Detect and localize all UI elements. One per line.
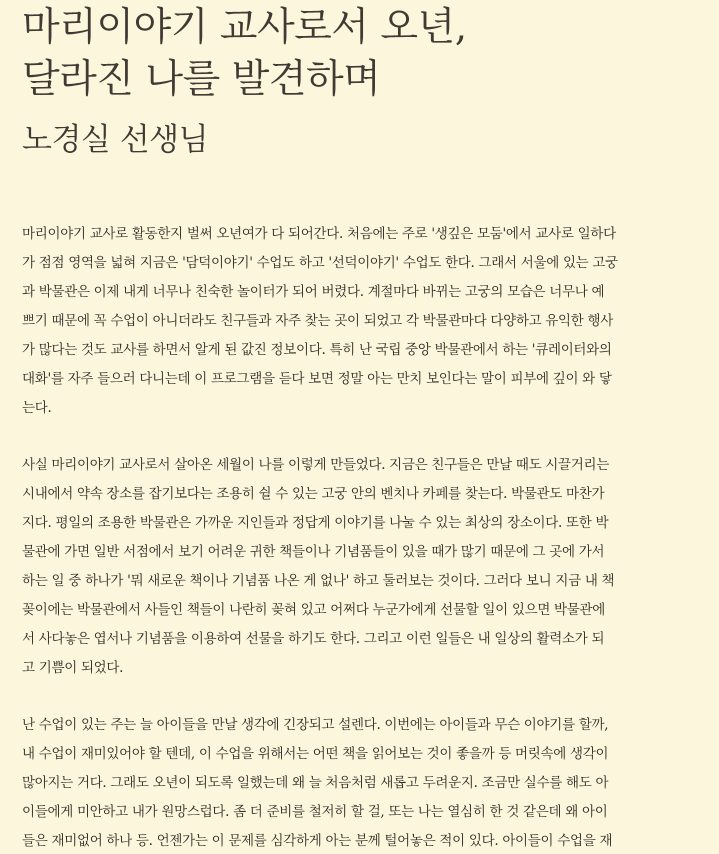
paragraph-line: 마리이야기 교사로 활동한지 벌써 오년여가 다 되어간다. 처음에는 주로 '생깊은 모둠'에서 교사로 일하다 xyxy=(22,226,616,242)
paragraph-line: 가 많다는 것도 교사를 하면서 알게 된 값진 정보이다. 특히 난 국립 중앙 박물관에서 하는 '큐레이터와의 xyxy=(22,342,612,358)
paragraph-line: 물관에 가면 일반 서점에서 보기 어려운 귀한 책들이나 기념품들이 있을 때가 많기 때문에 그 곳에 가서 xyxy=(22,544,605,560)
paragraph xyxy=(22,451,700,683)
paragraph-line: 고 기쁨이 되었다. xyxy=(22,660,124,676)
paragraph-line: 하는 일 중 하나가 '뭐 새로운 책이나 기념품 나온 게 없나' 하고 둘러보는 것이다. 그러다 보니 지금 내 책 xyxy=(22,573,615,589)
article-title xyxy=(22,2,702,106)
paragraph xyxy=(22,220,700,423)
article-title-line: 마리이야기 교사로서 오년, xyxy=(22,5,467,50)
paragraph-line: 는다. xyxy=(22,400,52,416)
article-title-line: 달라진 나를 발견하며 xyxy=(22,57,381,102)
paragraph-line: 내 수업이 재미있어야 할 텐데, 이 수업을 위해서는 어떤 책을 읽어보는 것이 좋을까 등 머릿속에 생각이 xyxy=(22,746,609,762)
paragraph-line: 사실 마리이야기 교사로서 살아온 세월이 나를 이렇게 만들었다. 지금은 친구들은 만날 때도 시끌거리는 xyxy=(22,457,610,473)
paragraph-line: 많아지는 거다. 그래도 오년이 되도록 일했는데 왜 늘 처음처럼 새롭고 두려운지. 조금만 실수를 해도 아 xyxy=(22,775,609,791)
paragraph xyxy=(22,711,700,854)
paragraph-line: 지다. 평일의 조용한 박물관은 가까운 지인들과 정답게 이야기를 나눌 수 있는 최상의 장소이다. 또한 박 xyxy=(22,515,609,531)
article-body xyxy=(22,220,700,854)
paragraph-line: 대화'를 자주 들으러 다니는데 이 프로그램을 듣다 보면 정말 아는 만치 보인다는 말이 피부에 깊이 와 닿 xyxy=(22,371,612,387)
article-author: 노경실 선생님 xyxy=(22,122,209,158)
paragraph-line: 들은 재미없어 하나 등. 언젠가는 이 문제를 심각하게 아는 분께 털어놓은 적이 있다. 아이들이 수업을 재 xyxy=(22,833,613,849)
paragraph-line: 서 사다놓은 엽서나 기념품을 이용하여 선물을 하기도 한다. 그리고 이런 일들은 내 일상의 활력소가 되 xyxy=(22,631,605,647)
paragraph-line: 이들에게 미안하고 내가 원망스럽다. 좀 더 준비를 철저히 할 걸, 또는 나는 열심히 한 것 같은데 왜 아이 xyxy=(22,804,608,820)
paragraph-line: 쁘기 때문에 꼭 수업이 아니더라도 친구들과 자주 찾는 곳이 되었고 각 박물관마다 다양하고 유익한 행사 xyxy=(22,313,613,329)
paragraph-line: 과 박물관은 이제 내게 너무나 친숙한 놀이터가 되어 버렸다. 계절마다 바뀌는 고궁의 모습은 너무나 예 xyxy=(22,284,605,300)
paragraph-line: 가 점점 영역을 넓혀 지금은 '담덕이야기' 수업도 하고 '선덕이야기' 수업도 한다. 그래서 서울에 있는 고궁 xyxy=(22,255,618,271)
paragraph-line: 시내에서 약속 장소를 잡기보다는 조용히 쉴 수 있는 고궁 안의 벤치나 카페를 찾는다. 박물관도 마찬가 xyxy=(22,486,605,502)
paragraph-line: 꽂이에는 박물관에서 사들인 책들이 나란히 꽂혀 있고 어쩌다 누군가에게 선물할 일이 있으면 박물관에 xyxy=(22,602,606,618)
paragraph-line: 난 수업이 있는 주는 늘 아이들을 만날 생각에 긴장되고 설렌다. 이번에는 아이들과 무슨 이야기를 할까, xyxy=(22,717,609,733)
